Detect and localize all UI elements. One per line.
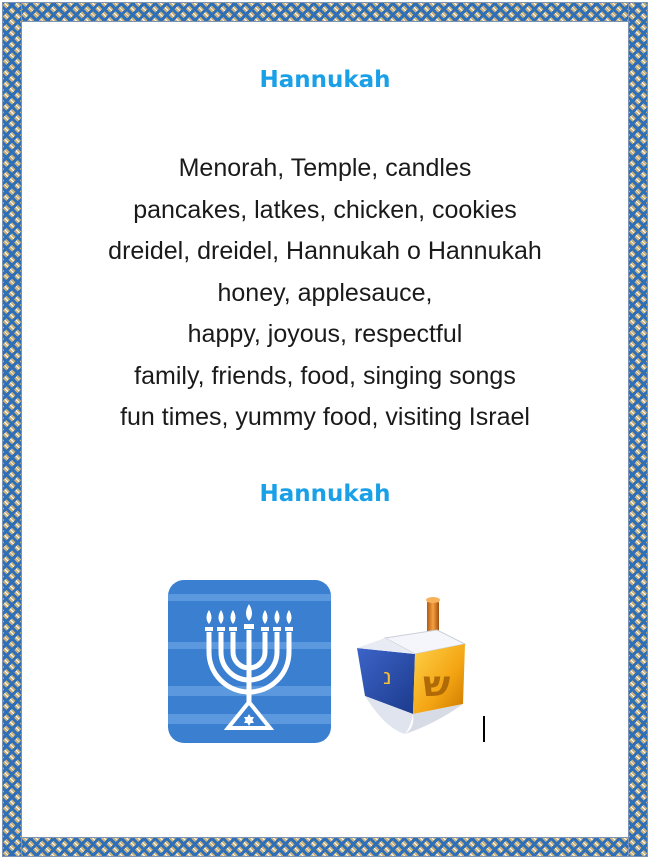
poem-line: pancakes, latkes, chicken, cookies xyxy=(133,195,517,224)
dreidel-icon xyxy=(345,596,475,741)
dreidel-letter-shin: ש xyxy=(423,664,451,705)
poem-line: dreidel, dreidel, Hannukah o Hannukah xyxy=(108,237,542,265)
menorah-icon xyxy=(168,580,331,743)
poem-line: happy, joyous, respectful xyxy=(187,320,463,348)
poem-line: fun times, yummy food, visiting Israel xyxy=(120,403,530,431)
poem-title-top: Hannukah xyxy=(259,67,391,93)
dreidel-letter-nun: נ xyxy=(383,665,392,690)
poem-line: honey, applesauce, xyxy=(217,278,433,307)
poem-line: Menorah, Temple, candles xyxy=(178,154,472,182)
decorative-border-top xyxy=(2,2,648,22)
poem-title-bottom: Hannukah xyxy=(259,481,391,507)
decorative-border-bottom xyxy=(2,837,648,857)
poem-line: family, friends, food, singing songs xyxy=(134,361,516,390)
text-cursor xyxy=(483,716,485,742)
poem-body xyxy=(0,148,650,439)
